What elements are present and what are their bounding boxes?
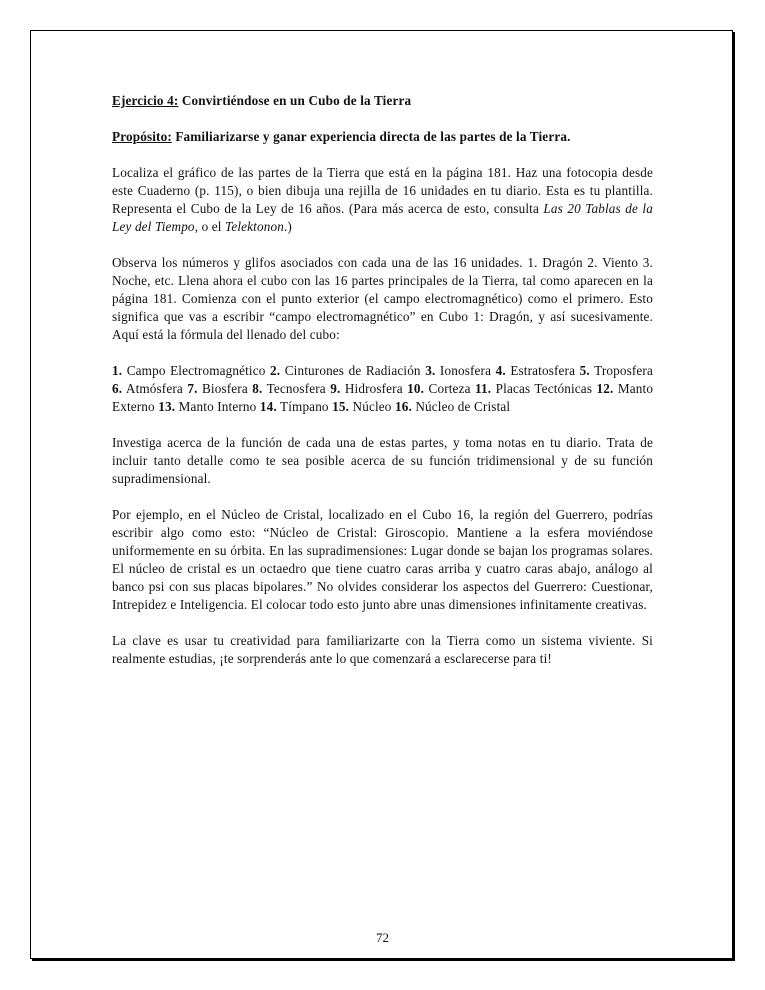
earth-part-item: [187, 381, 248, 396]
page-number: 72: [376, 930, 389, 945]
earth-part-number: 8.: [252, 381, 263, 396]
earth-part-number: 13.: [158, 399, 176, 414]
earth-part-item: [112, 363, 265, 378]
earth-part-item: [270, 363, 421, 378]
earth-part-item: [330, 381, 403, 396]
exercise-title-line: [112, 92, 653, 110]
earth-part-item: [425, 363, 491, 378]
purpose-label: Propósito:: [112, 129, 172, 144]
exercise-title: Convirtiéndose en un Cubo de la Tierra: [181, 93, 412, 108]
paragraph-1-middle: , o el: [194, 219, 226, 234]
earth-part-item: [580, 363, 653, 378]
earth-part-name: Corteza: [428, 381, 471, 396]
paragraph-3: Investiga acerca de la función de cada una de estas partes, y toma notas en tu diario. Trata de incluir tanto detalle como te sea posible acerca de su función tridimensional y de su función supradimensional.: [112, 435, 653, 486]
book-title-tablas: Las 20 Tablas de la Ley del Tiempo: [112, 201, 653, 234]
exercise-label: Ejercicio 4:: [112, 93, 179, 108]
earth-part-name: Troposfera: [594, 363, 653, 378]
earth-part-name: Atmósfera: [125, 381, 183, 396]
earth-part-item: [158, 399, 256, 414]
earth-part-name: Cinturones de Radiación: [284, 363, 421, 378]
earth-parts-list: [112, 362, 653, 416]
earth-part-item: [260, 399, 329, 414]
earth-part-number: 6.: [112, 381, 123, 396]
book-title-telektonon: Telektonon: [225, 219, 284, 234]
earth-part-name: Ionosfera: [439, 363, 492, 378]
earth-part-item: [252, 381, 326, 396]
earth-part-number: 5.: [579, 363, 590, 378]
earth-part-item: [332, 399, 391, 414]
paragraph-5: La clave es usar tu creatividad para familiarizarte con la Tierra como un sistema viviente. Si realmente estudias, ¡te sorprenderás ante lo que comenzará a esclarecerse para ti!: [112, 633, 653, 666]
earth-part-name: Manto Interno: [178, 399, 257, 414]
earth-part-item: [395, 399, 510, 414]
earth-part-name: Núcleo de Cristal: [415, 399, 511, 414]
earth-part-number: 2.: [270, 363, 281, 378]
paragraph-1: [112, 164, 653, 236]
paragraph-2: Observa los números y glifos asociados con cada una de las 16 unidades. 1. Dragón 2. Viento 3. Noche, etc. Llena ahora el cubo con las 16 partes principales de la Tierra, tal como aparecen en la página 181. Comienza con el punto exterior (el campo electromagnético) como el primero. Esto significa que vas a escribir “campo electromagnético” en Cubo 1: Dragón, y así sucesivamente. Aquí está la fórmula del llenado del cubo:: [112, 255, 653, 342]
earth-part-name: Estratosfera: [510, 363, 576, 378]
paragraph-4: Por ejemplo, en el Núcleo de Cristal, localizado en el Cubo 16, la región del Guerrero, podrías escribir algo como esto: “Núcleo de Cristal: Giroscopio. Mantiene a la esfera moviéndose uniformemente en su órbita. En las supradimensiones: Lugar donde se bajan los programas solares. El núcleo de cristal es un octaedro que tiene cuatro caras arriba y cuatro caras abajo, análogo al banco psi con sus placas bipolares.” No olvides considerar los aspectos del Guerrero: Cuestionar, Intrepidez e Inteligencia. El colocar todo esto junto abre unas dimensiones infinitamente creativas.: [112, 507, 653, 612]
earth-part-number: 9.: [330, 381, 341, 396]
earth-part-number: 11.: [475, 381, 492, 396]
paragraph-1-text: Localiza el gráfico de las partes de la Tierra que está en la página 181. Haz una fotocopia desde este Cuaderno (p. 115), o bien dibuja una rejilla de 16 unidades en tu diario. Esta es tu plantilla. Representa el Cubo de la Ley de 16 años. (Para más acerca de esto, consulta: [112, 165, 653, 216]
earth-part-number: 3.: [425, 363, 436, 378]
purpose-text: Familiarizarse y ganar experiencia directa de las partes de la Tierra.: [175, 129, 571, 144]
earth-part-item: [475, 381, 592, 396]
earth-part-number: 16.: [394, 399, 412, 414]
earth-part-name: Biosfera: [201, 381, 248, 396]
page-content: [112, 92, 653, 686]
earth-part-name: Campo Electromagnético: [126, 363, 266, 378]
earth-part-number: 15.: [332, 399, 350, 414]
purpose-line: [112, 128, 653, 146]
earth-part-name: Manto Externo: [112, 381, 654, 414]
earth-part-number: 10.: [407, 381, 425, 396]
earth-part-number: 12.: [596, 381, 614, 396]
earth-part-name: Tecnosfera: [266, 381, 326, 396]
earth-part-name: Tímpano: [280, 399, 329, 414]
earth-part-name: Hidrosfera: [344, 381, 403, 396]
earth-part-item: [112, 381, 183, 396]
earth-part-number: 7.: [187, 381, 198, 396]
earth-part-number: 1.: [112, 363, 123, 378]
earth-part-number: 14.: [259, 399, 277, 414]
earth-part-item: [496, 363, 576, 378]
earth-part-number: 4.: [495, 363, 506, 378]
earth-part-name: Placas Tectónicas: [495, 381, 593, 396]
exercise-header: [112, 92, 653, 146]
earth-part-name: Núcleo: [352, 399, 392, 414]
earth-part-item: [407, 381, 470, 396]
paragraph-1-end: .): [283, 219, 292, 234]
